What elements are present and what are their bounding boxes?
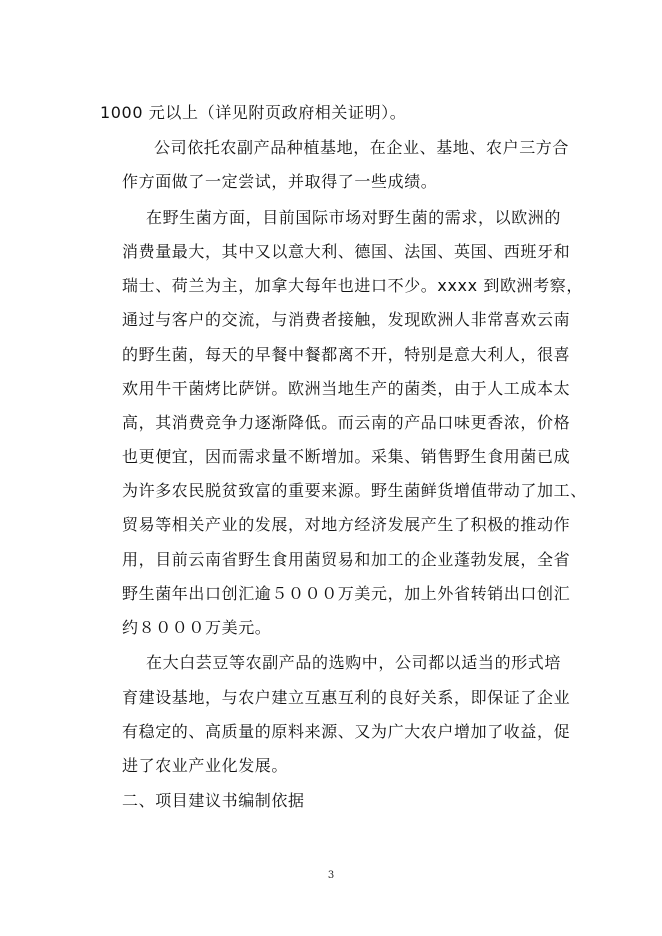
text-line: 高，其消费竞争力逐渐降低。而云南的产品口味更香浓，价格 <box>122 413 571 432</box>
text-line: 也更便宜，因而需求量不断增加。采集、销售野生食用菌已成 <box>122 447 571 466</box>
text-line: 的野生菌，每天的早餐中餐都离不开，特别是意大利人，很喜 <box>122 345 571 364</box>
page-number: 3 <box>327 870 335 881</box>
text-line: 用，目前云南省野生食用菌贸易和加工的企业蓬勃发展，全省 <box>122 550 571 569</box>
text-line: 欢用牛干菌烤比萨饼。欧洲当地生产的菌类，由于人工成本太 <box>122 379 571 398</box>
text-line: 有稳定的、高质量的原料来源、又为广大农户增加了收益，促 <box>122 722 571 741</box>
text-line: 进了农业产业化发展。 <box>122 756 289 775</box>
text-line: 通过与客户的交流，与消费者接触，发现欧洲人非常喜欢云南 <box>122 310 571 329</box>
text-line: 1000 元以上（详见附页政府相关证明）。 <box>100 103 407 122</box>
text-line: 育建设基地，与农户建立互惠互利的良好关系，即保证了企业 <box>122 688 571 707</box>
text-line: 野生菌年出口创汇逾５０００万美元，加上外省转销出口创汇 <box>122 584 571 603</box>
text-line: 作方面做了一定尝试，并取得了一些成绩。 <box>122 172 438 191</box>
section-heading: 二、项目建议书编制依据 <box>122 791 305 810</box>
text-line: 在野生菌方面，目前国际市场对野生菌的需求，以欧洲的 <box>146 208 562 227</box>
text-line: 约８０００万美元。 <box>122 618 272 637</box>
text-line: 为许多农民脱贫致富的重要来源。野生菌鲜货增值带动了加工、 <box>122 481 587 500</box>
text-line: 公司依托农副产品种植基地，在企业、基地、农户三方合 <box>154 138 570 157</box>
text-line: 瑞士、荷兰为主，加拿大每年也进口不少。xxxx 到欧洲考察， <box>122 276 583 295</box>
text-line: 贸易等相关产业的发展，对地方经济发展产生了积极的推动作 <box>122 515 571 534</box>
text-line: 在大白芸豆等农副产品的选购中，公司都以适当的形式培 <box>146 653 562 672</box>
text-line: 消费量最大，其中又以意大利、德国、法国、英国、西班牙和 <box>122 242 571 261</box>
